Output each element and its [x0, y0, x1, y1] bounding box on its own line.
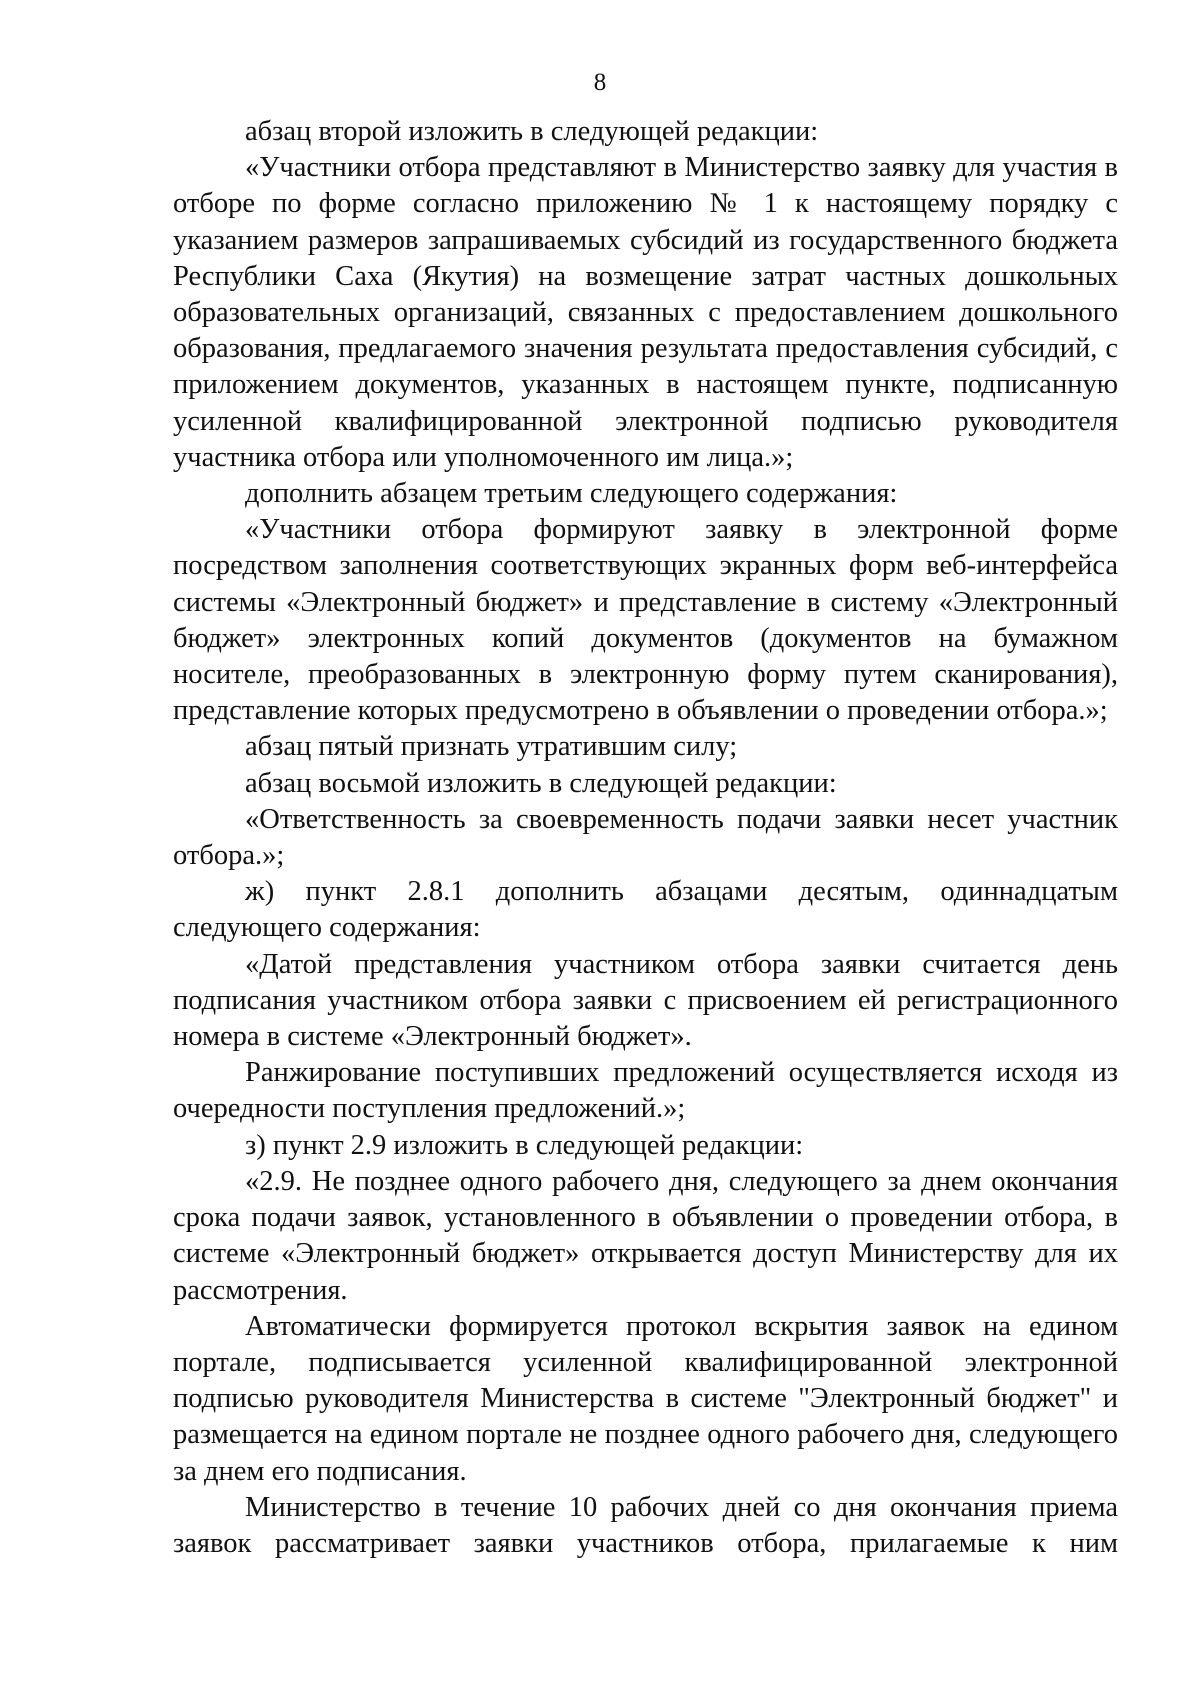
paragraph: абзац пятый признать утратившим силу;: [245, 731, 738, 763]
paragraph: «2.9. Не позднее одного рабочего дня, следующего за днем окончания срока подачи заявок, установленного в объявлении о проведении отбора, в системе «Электронный бюджет» открывается доступ Министерству для их рассмотрения.: [173, 1165, 1118, 1306]
paragraph: «Датой представления участником отбора заявки считается день подписания участником отбора заявки с присвоением ей регистрационного номера в системе «Электронный бюджет».: [173, 948, 1118, 1053]
paragraph: Ранжирование поступивших предложений осуществляется исходя из очередности поступления предложений.»;: [173, 1057, 1118, 1125]
document-body: [173, 114, 1118, 1562]
paragraph: Министерство в течение 10 рабочих дней со дня окончания приема заявок рассматривает заявки участников отбора, прилагаемые к ним: [173, 1491, 1118, 1559]
paragraph: Автоматически формируется протокол вскрытия заявок на едином портале, подписывается усиленной квалифицированной электронной подписью руководителя Министерства в системе "Электронный бюджет" и размещается на едином портале не позднее одного рабочего дня, следующего за днем его подписания.: [173, 1310, 1118, 1487]
paragraph: «Участники отбора формируют заявку в электронной форме посредством заполнения соответствующих экранных форм веб-интерфейса системы «Электронный бюджет» и представление в систему «Электронный бюджет» электронных копий документов (документов на бумажном носителе, преобразованных в электронную форму путем сканирования), представление которых предусмотрено в объявлении о проведении отбора.»;: [173, 514, 1118, 727]
paragraph: «Ответственность за своевременность подачи заявки несет участник отбора.»;: [173, 803, 1118, 872]
paragraph: ж) пункт 2.8.1 дополнить абзацами десятым, одиннадцатым следующего содержания:: [173, 876, 1118, 944]
paragraph: «Участники отбора представляют в Министерство заявку для участия в отборе по форме согласно приложению № 1 к настоящему порядку с указанием размеров запрашиваемых субсидий из государственного бюджета Республики Саха (Якутия) на возмещение затрат частных дошкольных образовательных организаций, связанных с предоставлением дошкольного образования, предлагаемого значения результата предоставления субсидий, с приложением документов, указанных в настоящем пункте, подписанную усиленной квалифицированной электронной подписью руководителя участника отбора или уполномоченного им лица.»;: [173, 152, 1118, 473]
paragraph: абзац восьмой изложить в следующей редакции:: [245, 767, 837, 799]
page-number: 8: [593, 69, 607, 96]
paragraph: з) пункт 2.9 изложить в следующей редакции:: [245, 1129, 804, 1161]
paragraph: дополнить абзацем третьим следующего содержания:: [245, 478, 898, 510]
paragraph: абзац второй изложить в следующей редакции:: [245, 116, 819, 147]
